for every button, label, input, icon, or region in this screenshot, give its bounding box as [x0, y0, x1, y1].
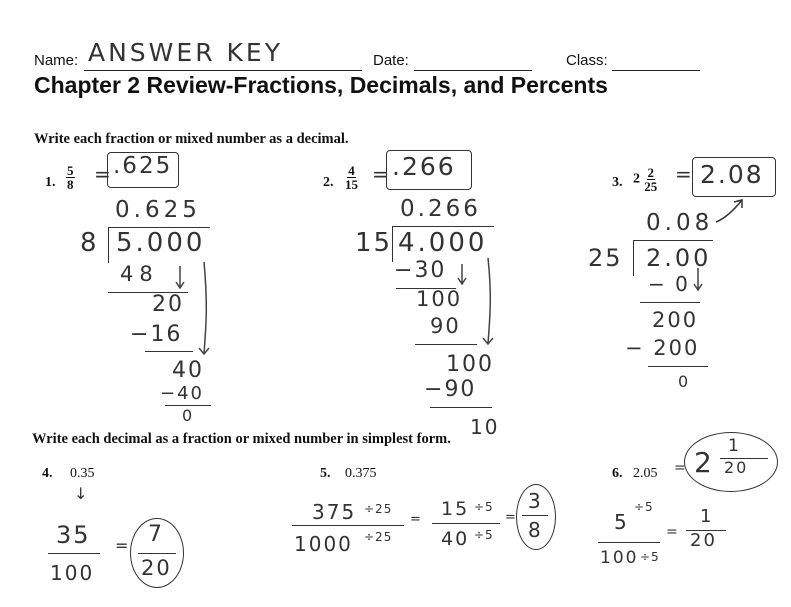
problem-3-step-3: − 200: [625, 336, 700, 360]
problem-3-divisor: 25: [588, 244, 623, 272]
problem-3-mixed-number: 2 $\frac{2}{25}$: [633, 165, 658, 194]
problem-3-number: 3.: [612, 175, 623, 190]
problem-5-mid-denominator: 40: [441, 528, 470, 550]
problem-2-bring-down-arrows: [448, 236, 508, 416]
problem-1-step-5: −40: [160, 383, 204, 404]
problem-2-answer: .266: [392, 152, 456, 181]
problem-5-equals-2: =: [505, 510, 518, 525]
section2-instruction: Write each decimal as a fraction or mixed number in simplest form.: [32, 431, 451, 447]
problem-1-fraction: $\frac{5}{8}$: [67, 163, 74, 192]
problem-6-op-denominator: ÷5: [640, 550, 660, 564]
problem-5-answer-bar: [522, 515, 548, 516]
problem-2-step-3: 90: [430, 314, 461, 338]
problem-6-number: 6.: [612, 466, 623, 481]
problem-1-step-1: 48: [120, 262, 159, 286]
problem-2-divisor: 15: [355, 228, 393, 258]
problem-2-number: 2.: [323, 175, 334, 190]
problem-4-answer-denominator: 20: [141, 556, 172, 580]
problem-6-answer-numerator: 1: [728, 436, 741, 456]
problem-6-equals: =: [674, 460, 688, 476]
problem-6-answer-denominator: 20: [724, 458, 749, 477]
problem-5-mid-numerator: 15: [441, 498, 470, 520]
problem-2-step-1: −30: [394, 258, 447, 283]
date-line: [414, 70, 532, 71]
problem-6-equals-2: =: [666, 524, 680, 540]
problem-4-work-bar: [48, 553, 100, 554]
problem-2-step-6: 10: [470, 415, 500, 439]
problem-2-step-5: −90: [424, 377, 477, 402]
problem-5-op2-numerator: ÷5: [474, 500, 494, 514]
problem-1-bracket: [108, 227, 109, 263]
name-label: Name:: [34, 52, 79, 69]
problem-2-fraction: $\frac{4}{15}$: [345, 163, 358, 192]
problem-4-value: 0.35: [70, 466, 95, 481]
problem-4-equals: =: [115, 536, 131, 555]
problem-5-value: 0.375: [345, 466, 377, 481]
problem-3-bring-down-arrow: [690, 256, 710, 296]
problem-1-quotient: 0.625: [115, 197, 201, 223]
problem-3-rule-1: [640, 302, 700, 303]
problem-2-step-2: 100: [416, 287, 463, 311]
problem-4-work-numerator: 35: [56, 521, 91, 549]
problem-4-answer-bar: [138, 553, 176, 554]
problem-3-rule-2: [648, 366, 708, 367]
problem-1-bring-down-arrows: [168, 236, 228, 436]
problem-2-equals: =: [372, 162, 391, 186]
problem-3-equals: =: [675, 162, 694, 186]
page-title: Chapter 2 Review-Fractions, Decimals, and Percents: [34, 72, 608, 98]
problem-3-step-1: − 0: [648, 272, 690, 296]
problem-5-op2-denominator: ÷5: [474, 528, 494, 542]
problem-6-op-numerator: ÷5: [634, 500, 654, 514]
problem-4-number: 4.: [42, 466, 53, 481]
problem-2-bracket: [392, 226, 393, 262]
problem-6-mid-denominator: 20: [690, 530, 717, 551]
problem-3-answer: 2.08: [700, 160, 764, 189]
problem-2-vinculum: [392, 226, 494, 227]
problem-1-equals: =: [94, 162, 113, 186]
problem-2-step-4: 100: [446, 352, 494, 377]
problem-5-work-numerator: 375: [312, 500, 357, 524]
problem-3-step-2: 200: [652, 308, 699, 332]
problem-1-answer: .625: [113, 153, 173, 179]
problem-1-number: 1.: [45, 175, 56, 190]
date-label: Date:: [373, 52, 409, 69]
problem-6-work-numerator: 5: [614, 510, 629, 534]
problem-3-vinculum: [633, 240, 713, 241]
problem-4-work-denominator: 100: [50, 561, 95, 585]
problem-5-mid-bar: [432, 523, 500, 524]
problem-3-bracket: [633, 240, 634, 276]
problem-1-step-3: −16: [130, 322, 183, 347]
problem-2-dividend: 4.000: [398, 228, 488, 258]
problem-5-op-denominator: ÷25: [364, 530, 393, 544]
problem-6-work-bar: [598, 542, 660, 543]
problem-2-quotient: 0.266: [400, 196, 481, 222]
problem-5-work-bar: [292, 525, 404, 526]
problem-1-step-6: 0: [182, 406, 195, 425]
problem-5-equals-1: =: [410, 512, 423, 527]
problem-3-step-4: 0: [678, 372, 691, 391]
section1-instruction: Write each fraction or mixed number as a decimal.: [34, 131, 349, 147]
problem-1-step-4: 40: [172, 358, 204, 383]
problem-3-dividend: 2.00: [646, 244, 712, 272]
problem-4-answer-numerator: 7: [148, 522, 164, 547]
problem-3-pointer-arrow: [712, 196, 752, 226]
problem-1-step-2: 20: [152, 292, 184, 317]
problem-1-divisor: 8: [80, 228, 99, 258]
problem-5-work-denominator: 1000: [294, 532, 353, 556]
problem-5-answer-denominator: 8: [528, 518, 543, 542]
problem-5-answer-numerator: 3: [528, 489, 543, 513]
name-line: [84, 70, 362, 71]
problem-5-op-numerator: ÷25: [364, 502, 393, 516]
problem-6-answer-whole: 2: [694, 446, 714, 479]
problem-3-quotient: 0.08: [646, 210, 714, 236]
problem-6-work-denominator: 100: [600, 548, 639, 568]
problem-1-dividend: 5.000: [116, 228, 206, 258]
problem-4-arrow: ↓: [74, 484, 90, 503]
problem-6-value: 2.05: [633, 466, 658, 481]
class-line: [612, 70, 700, 71]
name-value: ANSWER KEY: [88, 38, 283, 67]
problem-6-mid-numerator: 1: [700, 506, 714, 527]
class-label: Class:: [566, 52, 608, 69]
problem-5-number: 5.: [320, 466, 331, 481]
